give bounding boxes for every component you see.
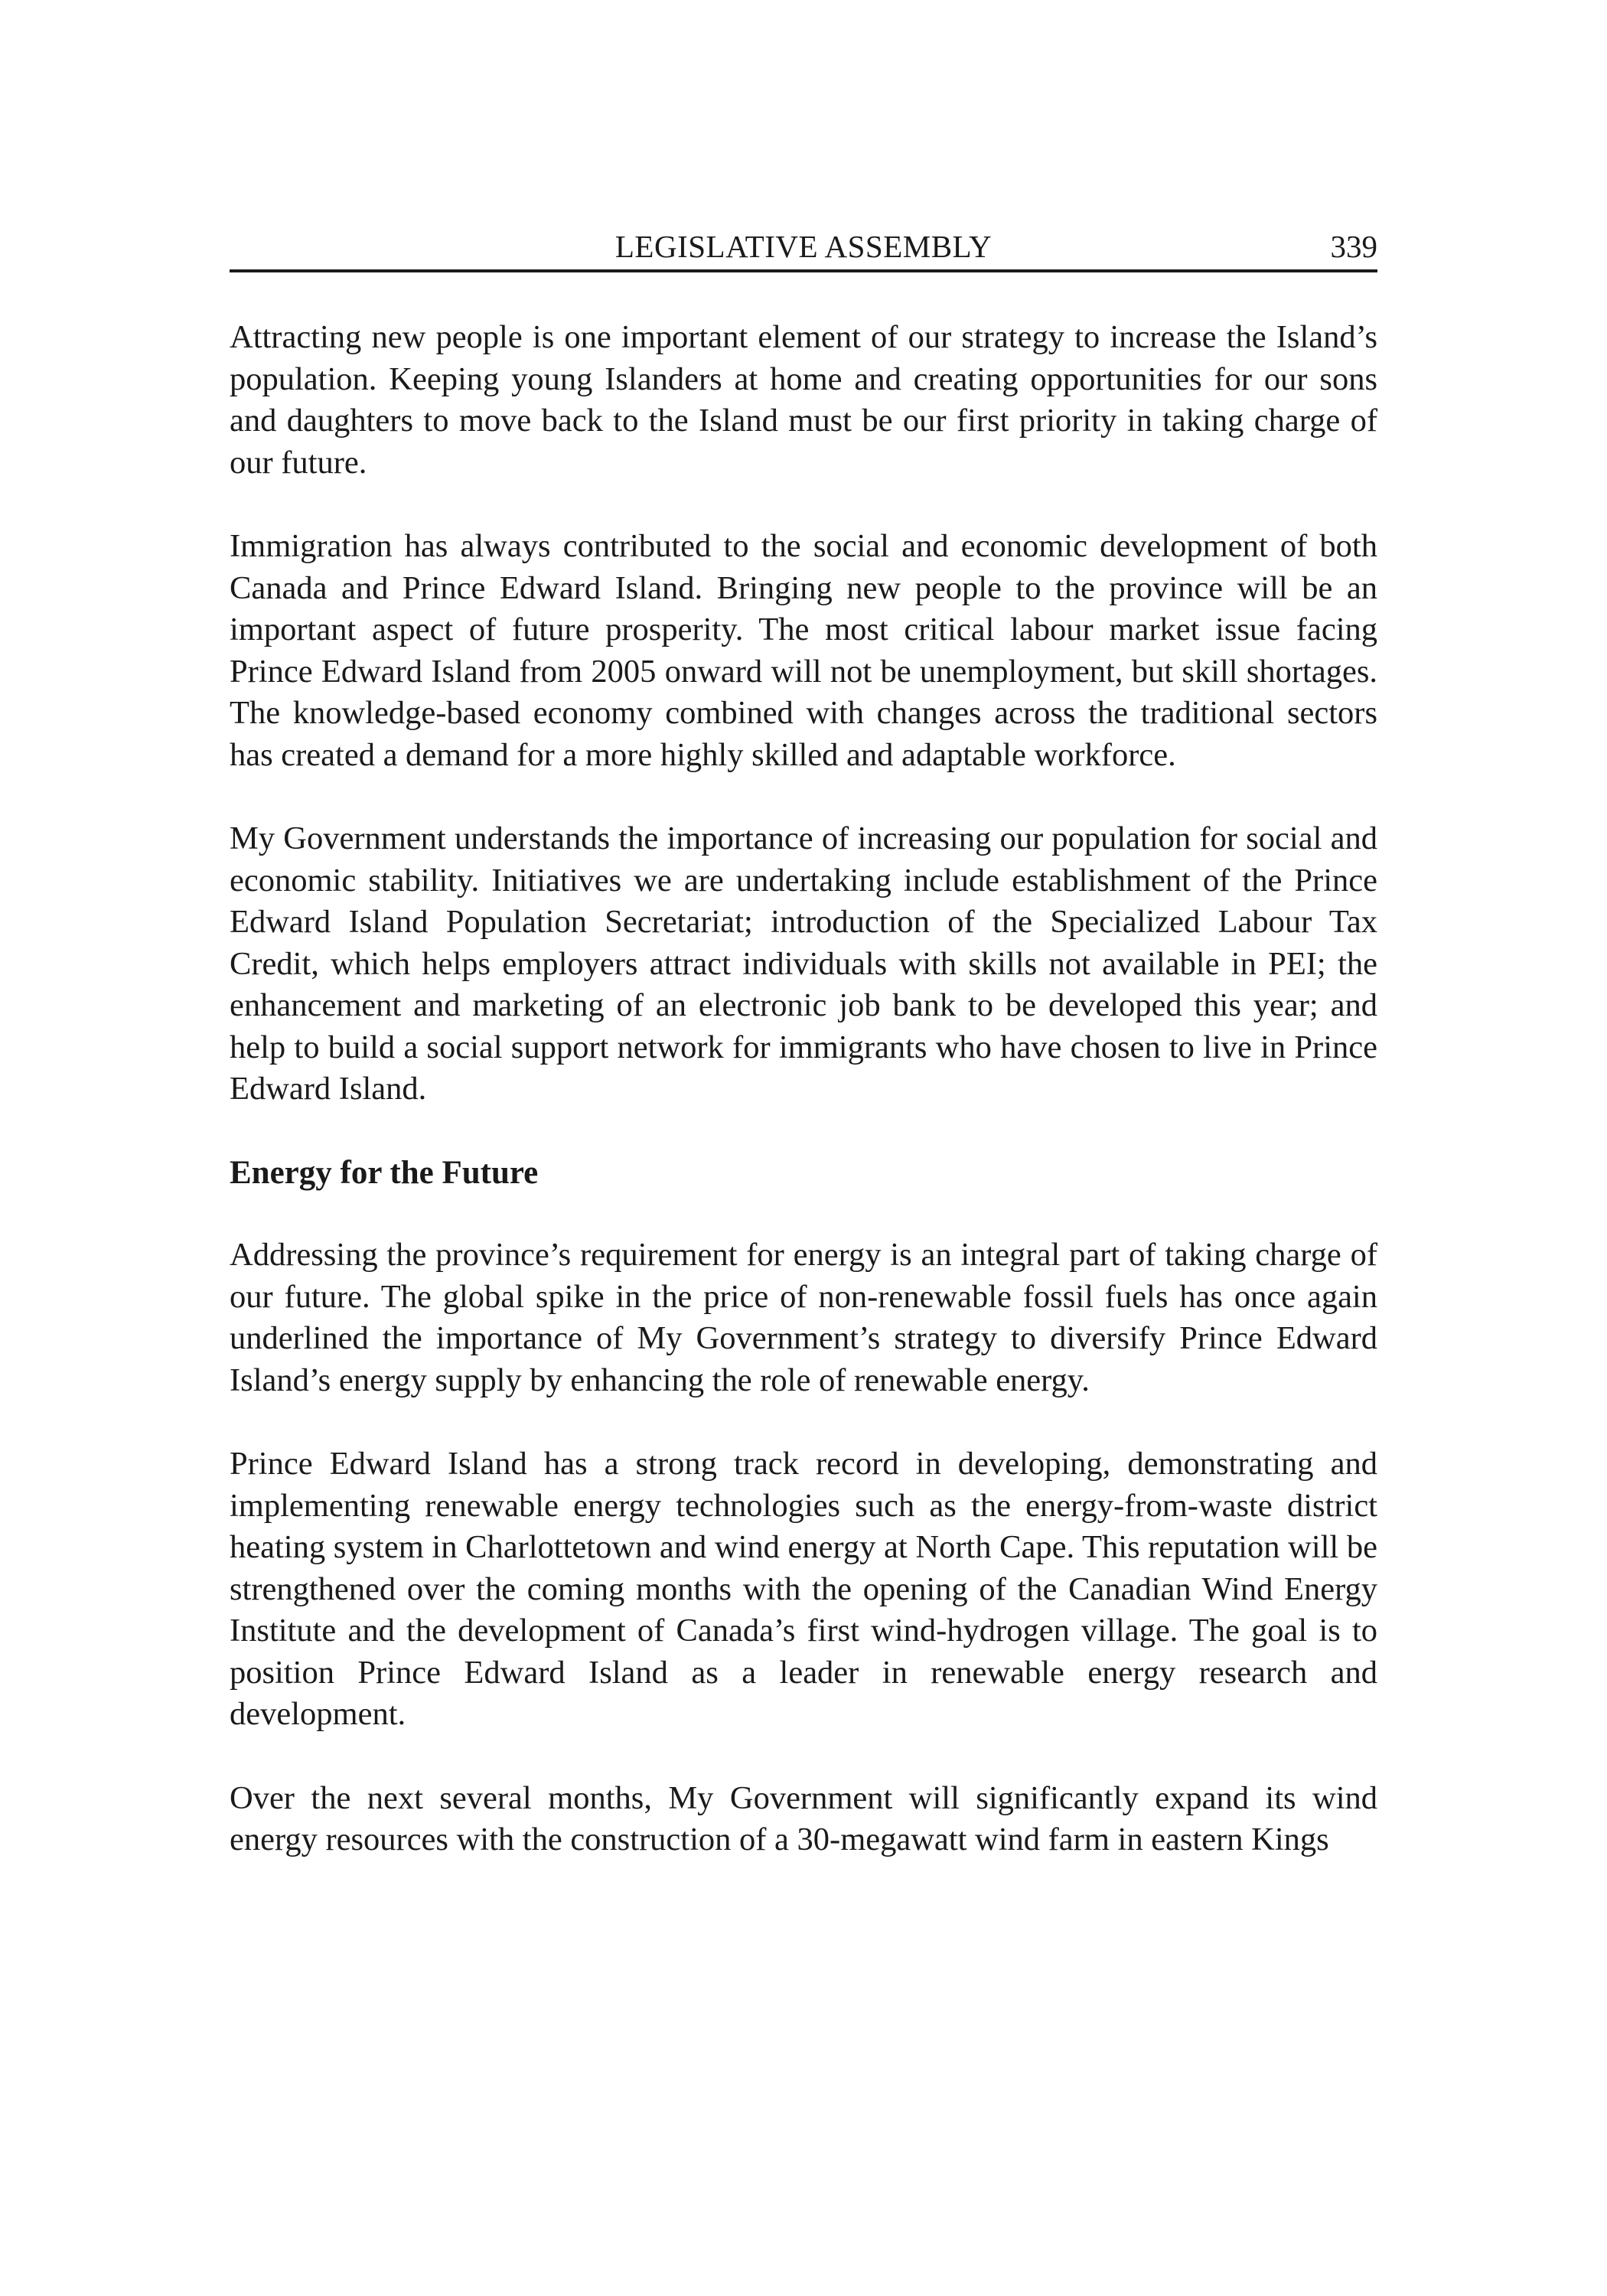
page-number: 339 [1330,229,1377,264]
paragraph-population-initiatives: My Government understands the importance of increasing our population for social and economic stability. Initiatives we are undertaking include establishment of the Prince Edward Island Population Secretariat; introduction of the Specialized Labour Tax Credit, which helps employers attract individuals with skills not available in PEI; the enhancement and marketing of an electronic job bank to be developed this year; and help to build a social support network for immigrants who have chosen to live in Prince Edward Island. [230,820,1377,1107]
paragraph-immigration: Immigration has always contributed to the social and economic development of both Canada and Prince Edward Island. Bringing new people to the province will be an important aspect of future prosperity. The most critical labour market issue facing Prince Edward Island from 2005 onward will not be unemployment, but skill shortages. The knowledge-based economy combined with changes across the traditional sectors has created a demand for a more highly skilled and adaptable workforce. [230,528,1377,773]
section-heading-energy: Energy for the Future [230,1154,539,1191]
paragraph-attracting-people: Attracting new people is one important element of our strategy to increase the Island’s population. Keeping young Islanders at home and creating opportunities for our sons and daughters to move back to the Island must be our first priority in taking charge of our future. [230,319,1377,481]
paragraph-renewable-track-record: Prince Edward Island has a strong track record in developing, demonstrating and implementing renewable energy technologies such as the energy-from-waste district heating system in Charlottetown and wind energy at North Cape. This reputation will be strengthened over the coming months with the opening of the Canadian Wind Energy Institute and the development of Canada’s first wind-hydrogen village. The goal is to position Prince Edward Island as a leader in renewable energy research and development. [230,1446,1377,1732]
running-header [230,227,1377,272]
paragraph-energy-requirement: Addressing the province’s requirement for energy is an integral part of taking charge of our future. The global spike in the price of non-renewable fossil fuels has once again underlined the importance of My Government’s strategy to diversify Prince Edward Island’s energy supply by enhancing the role of renewable energy. [230,1237,1377,1398]
paragraph-wind-farm: Over the next several months, My Government will significantly expand its wind energy resources with the construction of a 30-megawatt wind farm in eastern Kings [230,1779,1377,1857]
running-title: LEGISLATIVE ASSEMBLY [614,229,993,264]
body-text [230,317,1377,1903]
